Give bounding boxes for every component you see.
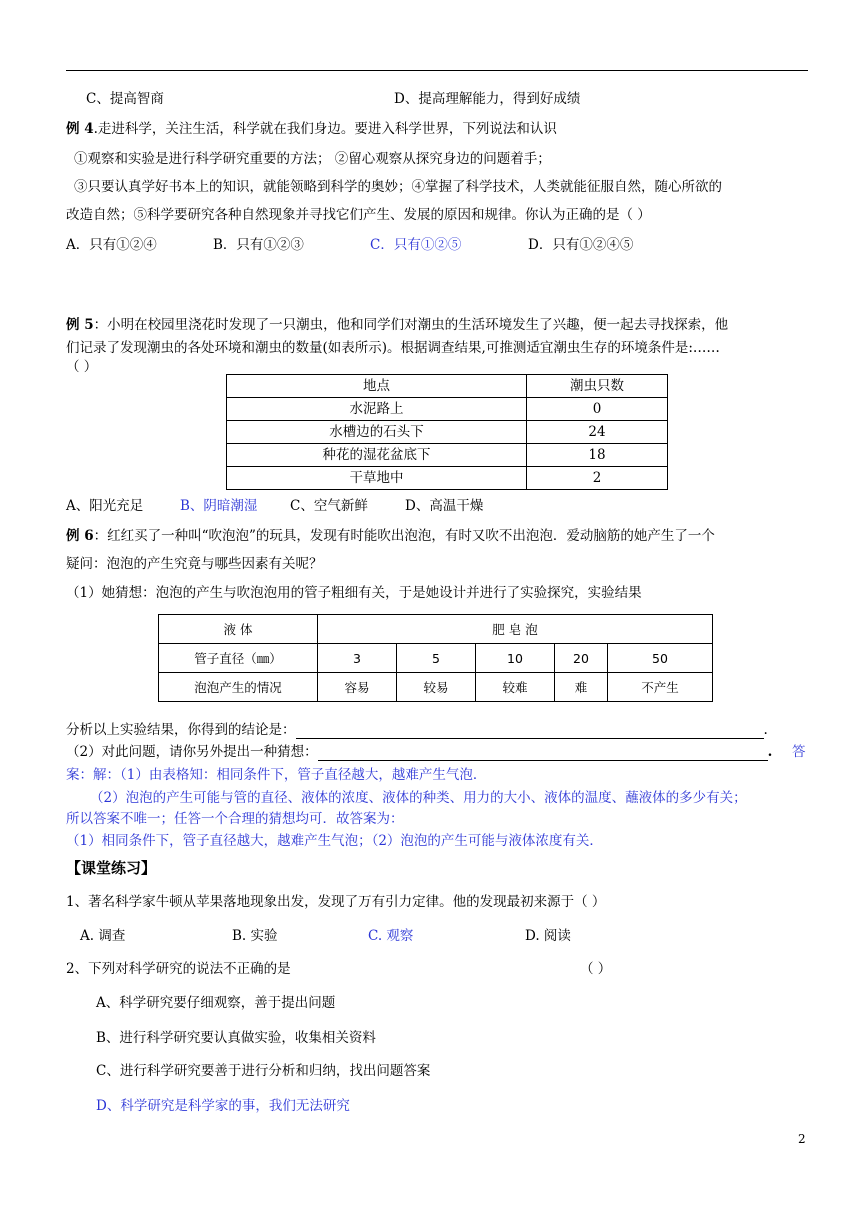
practice-q1-option-c: C. 观察 [368,928,414,944]
table-cell: 肥 皂 泡 [318,615,713,644]
table-row [227,467,668,490]
question-1-end: . [763,722,768,738]
question-2-text: （2）对此问题，请你另外提出一种猜想： [66,744,318,760]
example-5-label: 例 5 [66,317,94,333]
example-4-text: .走进科学，关注生活，科学就在我们身边。要进入科学世界，下列说法和认识 [93,121,557,137]
example-4-stem [66,120,557,138]
table-cell: 干草地中 [227,467,527,490]
practice-q2-option-d: D、科学研究是科学家的事，我们无法研究 [96,1098,350,1114]
answer-word-start: 答 [792,744,806,760]
table-cell: 管子直径（㎜） [159,644,318,673]
example-5-text: ：小明在校园里浇花时发现了一只潮虫，他和同学们对潮虫的生活环境发生了兴趣，便一起去寻找探索，他 [93,317,729,333]
example-4-line3: 改造自然；⑤科学要研究各种自然现象并寻找它们产生、发展的原因和规律。你认为正确的是（ ） [66,207,651,223]
practice-q2-option-c: C、进行科学研究要善于进行分析和归纳，找出问题答案 [96,1063,431,1079]
answer-line-4: （1）相同条件下，管子直径越大，越难产生气泡；（2）泡泡的产生可能与液体浓度有关． [66,833,603,849]
example-4-option-a: A．只有①②④ [66,237,157,253]
table-cell: 20 [555,644,608,673]
example-4-label: 例 4 [66,121,94,137]
example-5-line3: （ ） [66,359,98,375]
example-4-option-c: C．只有①②⑤ [370,237,462,253]
example-6-line2: 疑问：泡泡的产生究竟与哪些因素有关呢？ [66,556,323,572]
table-cell: 0 [527,398,668,421]
table-cell: 10 [476,644,555,673]
example-5-option-b: B、阴暗潮湿 [180,498,258,514]
option-d: D、提高理解能力，得到好成绩 [394,91,581,107]
example-5-line2: 们记录了发现潮虫的各处环境和潮虫的数量(如表所示)。根据调查结果,可推测适宜潮虫生存的环境条件是:…… [66,340,720,356]
table-cell: 2 [527,467,668,490]
answer-line-1: 案：解：（1）由表格知：相同条件下，管子直径越大，越难产生气泡． [66,767,487,783]
example-5-option-a: A、阳光充足 [66,498,144,514]
table-cell: 5 [397,644,476,673]
table-header-location: 地点 [227,375,527,398]
answer-line-3: 所以答案不唯一；任答一个合理的猜想均可．故答案为： [66,811,404,827]
table-cell: 容易 [318,673,397,702]
table-cell: 18 [527,444,668,467]
table-cell: 不产生 [608,673,713,702]
table-header-count: 潮虫只数 [527,375,668,398]
header-rule [66,70,808,71]
example-4-option-b: B．只有①②③ [213,237,304,253]
example-6-stem [66,527,715,545]
table-cell: 难 [555,673,608,702]
table-row [227,398,668,421]
table-cell: 50 [608,644,713,673]
table-cell: 24 [527,421,668,444]
example-6-question-2 [66,743,772,761]
answer-blank-1[interactable] [296,723,764,739]
table-cell: 水槽边的石头下 [227,421,527,444]
question-1-text: 分析以上实验结果，你得到的结论是： [66,722,296,738]
example-6-line3: （1）她猜想：泡泡的产生与吹泡泡用的管子粗细有关，于是她设计并进行了实验探究，实验结果 [66,585,642,601]
practice-heading: 【课堂练习】 [66,859,157,877]
bubble-experiment-table [158,614,713,702]
table-cell: 较易 [397,673,476,702]
example-4-option-d: D．只有①②④⑤ [528,237,634,253]
answer-line-2: （2）泡泡的产生可能与管的直径、液体的浓度、液体的种类、用力的大小、液体的温度、蘸液体的多少有关； [90,790,747,806]
table-header-row [227,375,668,398]
woodlouse-table [226,374,668,490]
table-row-diameter [159,644,713,673]
practice-q2-paren: （ ） [580,961,612,977]
example-6-label: 例 6 [66,528,94,544]
example-5-option-d: D、高温干燥 [405,498,484,514]
practice-question-2: 2、下列对科学研究的说法不正确的是 [66,961,291,977]
practice-q2-option-a: A、科学研究要仔细观察，善于提出问题 [96,995,336,1011]
table-cell: 种花的湿花盆底下 [227,444,527,467]
practice-question-1: 1、著名科学家牛顿从苹果落地现象出发，发现了万有引力定律。他的发现最初来源于（ ） [66,894,606,910]
table-cell: 泡泡产生的情况 [159,673,318,702]
table-cell: 较难 [476,673,555,702]
practice-q2-option-b: B、进行科学研究要认真做实验，收集相关资料 [96,1030,376,1046]
example-6-question-1 [66,721,768,739]
table-cell: 液 体 [159,615,318,644]
practice-q1-option-d: D. 阅读 [525,928,571,944]
page-number: 2 [798,1132,806,1146]
table-row-result [159,673,713,702]
question-2-end: . [767,744,773,760]
example-4-line1: ①观察和实验是进行科学研究重要的方法； ②留心观察从探究身边的问题着手； [74,151,551,167]
table-row [227,444,668,467]
example-5-stem [66,316,728,334]
practice-q1-option-b: B. 实验 [232,928,278,944]
table-cell: 3 [318,644,397,673]
table-row [227,421,668,444]
example-5-option-c: C、空气新鲜 [290,498,368,514]
example-4-line2: ③只要认真学好书本上的知识，就能领略到科学的奥妙；④掌握了科学技术，人类就能征服自然，随心所欲的 [74,179,722,195]
table-row-liquid [159,615,713,644]
example-6-text: ：红红买了一种叫“吹泡泡”的玩具，发现有时能吹出泡泡，有时又吹不出泡泡．爱动脑筋的她产生了一个 [93,528,715,544]
table-cell: 水泥路上 [227,398,527,421]
option-c: C、提高智商 [86,91,164,107]
answer-blank-2[interactable] [318,745,768,761]
practice-q1-option-a: A. 调查 [80,928,126,944]
